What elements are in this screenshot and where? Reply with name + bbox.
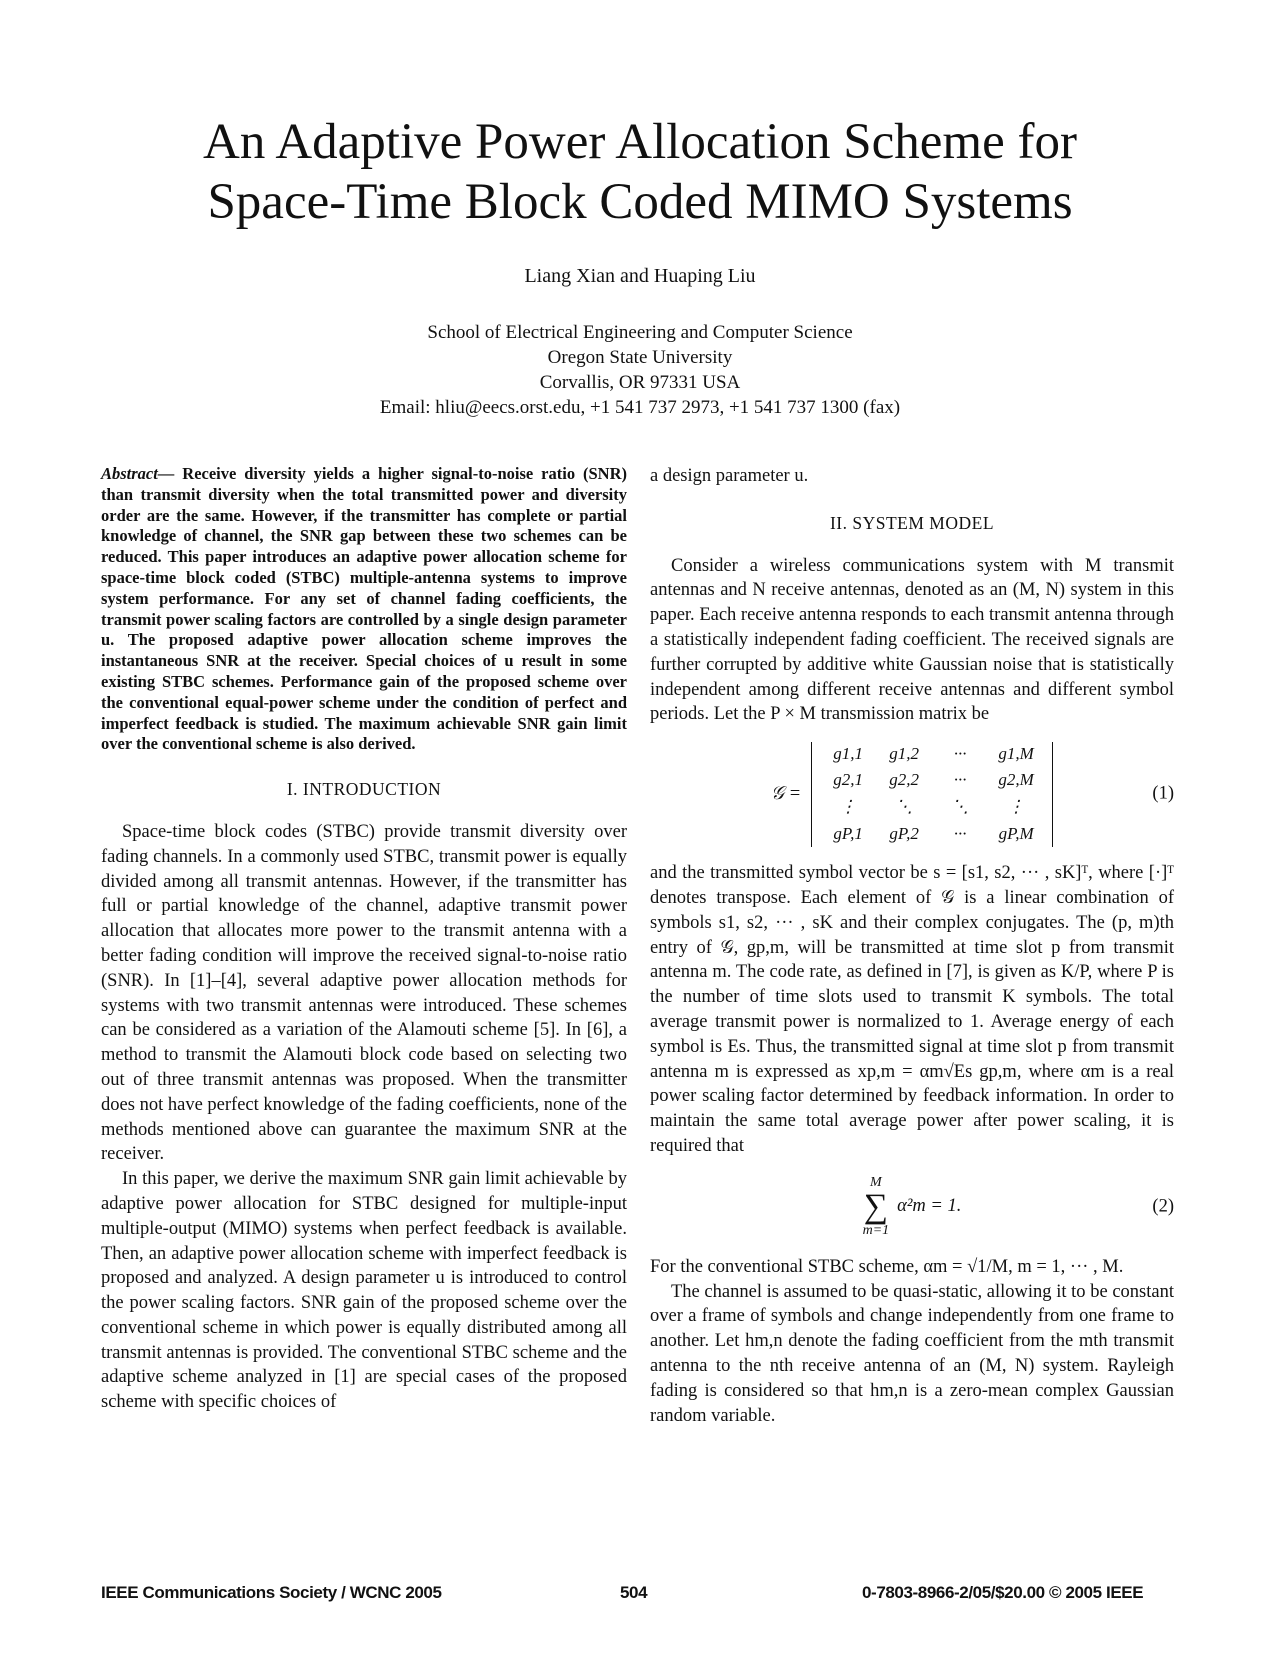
intro-paragraph-1: Space-time block codes (STBC) provide transmit diversity over fading channels. In a commonly used STBC, transmit power is equally divided among all transmit antennas. However, if the transmitter has full or partial knowledge of the channel, adaptive transmit power allocation that allocates more power to the transmit antenna with a better fading condition will improve the received signal-to-noise ratio (SNR). In [1]–[4], several adaptive power allocation methods for systems with two transmit antennas were introduced. These schemes can be considered as a variation of the Alamouti scheme [5]. In [6], a method to transmit the Alamouti block code based on selecting two out of three transmit antennas was proposed. When the transmitter does not have perfect knowledge of the fading coefficients, none of the methods mentioned above can guarantee the maximum SNR at the receiver. bbox=[101, 821, 627, 1165]
model-paragraph-4: The channel is assumed to be quasi-static, allowing it to be constant over a frame of symbols and change independently from one frame to another. Let hm,n denote the fading coefficient from the mth transmit antenna to the nth receive antenna of an (M, N) system. Rayleigh fading is considered so that hm,n is a zero-mean complex Gaussian random variable. bbox=[650, 1281, 1174, 1426]
authors: Liang Xian and Huaping Liu bbox=[524, 265, 756, 287]
eq1-matrix-cell: ··· bbox=[953, 743, 967, 763]
eq2-sigma-symbol: ∑ bbox=[863, 1187, 888, 1225]
eq1-number: (1) bbox=[1152, 783, 1174, 804]
model-paragraph-2: and the transmitted symbol vector be s = [s1, s2, ··· , sK]ᵀ, where [·]ᵀ denotes transpose. Each element of 𝒢 is a linear combination of symbols s1, s2, ··· , sK and their complex conjugates. The (p, m)th entry of 𝒢, gp,m, will be transmitted at time slot p from transmit antenna m. The code rate, as defined in [7], is given as K/P, where P is the number of time slots used to transmit K symbols. The total average transmit power is normalized to 1. Average energy of each symbol is Es. Thus, the transmitted signal at time slot p from transmit antenna m is expressed as xp,m = αm√Es gp,m, where αm is a real power scaling factor determined by feedback information. In order to maintain the same total average power after power scaling, it is required that bbox=[650, 863, 1174, 1156]
eq1-matrix bbox=[811, 742, 1053, 847]
eq1-matrix-cell: ··· bbox=[953, 770, 967, 790]
abstract-text: Receive diversity yields a higher signal-to-noise ratio (SNR) than transmit diversity when the total transmitted power and diversity order are the same. However, if the transmitter has complete or partial knowledge of channel, the SNR gap between these two schemes can be reduced. This paper introduces an adaptive power allocation scheme for space-time block coded (STBC) multiple-antenna systems to improve system performance. For any set of channel fading coefficients, the transmit power scaling factors are controlled by a single design parameter u. The proposed adaptive power allocation scheme improves the instantaneous SNR at the receiver. Special choices of u result in some existing STBC schemes. Performance gain of the proposed scheme over the conventional equal-power scheme under the condition of perfect and imperfect feedback is studied. The maximum achievable SNR gain limit over the conventional scheme is also derived. bbox=[101, 464, 628, 754]
eq1-matrix-cell: ⋮ bbox=[1007, 797, 1025, 817]
intro-continuation: a design parameter u. bbox=[650, 466, 809, 486]
eq1-matrix-cell: g2,M bbox=[998, 770, 1034, 790]
eq1-matrix-cell: ⋱ bbox=[951, 797, 969, 817]
eq1-matrix-cell: g2,2 bbox=[889, 770, 920, 790]
eq2-upper: M bbox=[870, 1174, 882, 1190]
eq2-lower: m=1 bbox=[862, 1222, 890, 1238]
title-line-1: An Adaptive Power Allocation Scheme for bbox=[203, 114, 1077, 170]
title-line-2: Space-Time Block Coded MIMO Systems bbox=[207, 174, 1073, 230]
equation-1 bbox=[650, 735, 1174, 853]
eq2-body-block bbox=[863, 1176, 962, 1238]
affiliation-school: School of Electrical Engineering and Computer Science bbox=[427, 322, 853, 343]
eq2-number: (2) bbox=[1152, 1196, 1174, 1217]
eq1-matrix-cell: ⋱ bbox=[895, 797, 913, 817]
eq1-matrix-cell: ⋮ bbox=[839, 797, 857, 817]
right-column bbox=[650, 464, 1174, 1428]
left-column bbox=[101, 464, 627, 1415]
abstract-label: Abstract— bbox=[101, 464, 175, 483]
eq1-matrix-cell: g2,1 bbox=[833, 770, 864, 790]
model-paragraph-1: Consider a wireless communications system with M transmit antennas and N receive antennas, denoted as an (M, N) system in this paper. Each receive antenna responds to each transmit antenna through a statistically independent fading coefficient. The received signals are further corrupted by additive white Gaussian noise that is statistically independent among different receive antennas and different symbol periods. Let the P × M transmission matrix be bbox=[650, 555, 1174, 725]
eq1-matrix-cell: gP,2 bbox=[889, 823, 919, 843]
eq1-matrix-cell: g1,M bbox=[998, 743, 1034, 763]
affiliation-contact: Email: hliu@eecs.orst.edu, +1 541 737 2973, +1 541 737 1300 (fax) bbox=[379, 397, 901, 418]
section-heading-introduction: I. INTRODUCTION bbox=[286, 779, 442, 800]
footer-page-number: 504 bbox=[620, 1583, 648, 1602]
equation-2 bbox=[650, 1167, 1174, 1247]
eq2-body: α²m = 1. bbox=[897, 1196, 962, 1217]
eq1-matrix-cell: gP,1 bbox=[833, 823, 863, 843]
paper-title bbox=[100, 112, 1180, 232]
affiliation-university: Oregon State University bbox=[547, 347, 733, 368]
eq1-matrix-cell: ··· bbox=[953, 823, 967, 843]
eq2-sigma bbox=[863, 1176, 890, 1238]
abstract bbox=[101, 464, 627, 755]
model-paragraph-3: For the conventional STBC scheme, αm = √1/M, m = 1, ··· , M. bbox=[650, 1256, 1124, 1277]
affiliation bbox=[100, 320, 1180, 420]
eq1-matrix-cell: g1,2 bbox=[889, 743, 920, 763]
eq1-matrix-cell: gP,M bbox=[998, 823, 1034, 843]
footer-right: 0-7803-8966-2/05/$20.00 © 2005 IEEE bbox=[862, 1583, 1144, 1602]
footer-left: IEEE Communications Society / WCNC 2005 bbox=[101, 1583, 442, 1602]
section-heading-system-model: II. SYSTEM MODEL bbox=[829, 512, 995, 533]
intro-paragraph-2: In this paper, we derive the maximum SNR gain limit achievable by adaptive power allocation for STBC designed for multiple-input multiple-output (MIMO) systems when perfect feedback is available. Then, an adaptive power allocation scheme with imperfect feedback is proposed and analyzed. A design parameter u is introduced to control the power scaling factors. SNR gain of the proposed scheme over the conventional scheme in which power is equally distributed among all transmit antennas is provided. The conventional STBC scheme and the adaptive scheme analyzed in [1] are special cases of the proposed scheme with specific choices of bbox=[101, 1169, 627, 1413]
affiliation-city: Corvallis, OR 97331 USA bbox=[539, 372, 741, 393]
eq1-lhs: 𝒢 = bbox=[770, 783, 802, 804]
eq1-matrix-cell: g1,1 bbox=[833, 743, 864, 763]
